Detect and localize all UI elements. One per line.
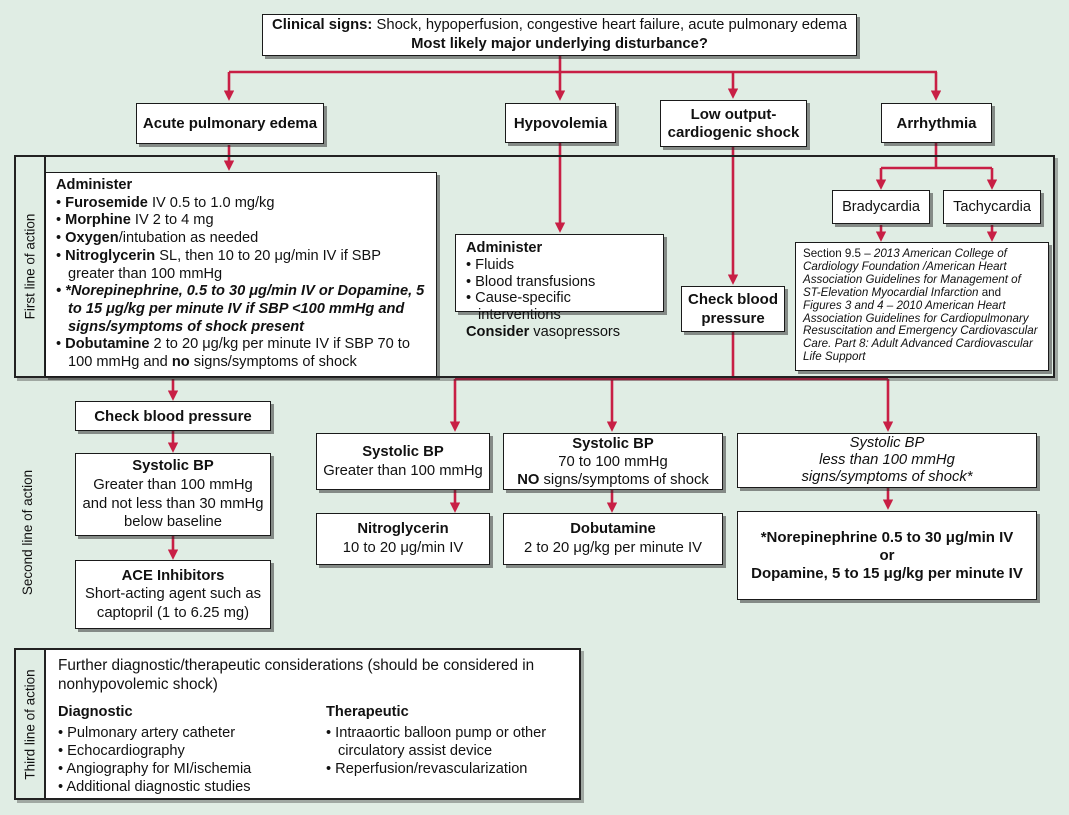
list-item: • Blood transfusions (466, 274, 655, 291)
check-blood-pressure-box-left: Check blood pressure (75, 401, 271, 431)
list-item: • Fluids (466, 257, 655, 274)
clinical-signs-line2: Most likely major underlying disturbance? (411, 36, 708, 52)
reference-mid: and (978, 285, 1002, 299)
box-line: signs/symptoms of shock* (801, 469, 973, 486)
box-line: Greater than 100 mmHg (93, 476, 253, 493)
reference-title-2: Figures 3 and 4 – 2010 American Heart Association Guidelines for Cardiopulmonary Resuscitation and Emergency Cardiovascular Care. Part 8: Adult Advanced Cardiovascular Life Support (803, 298, 1038, 364)
dobutamine-box (503, 513, 723, 565)
administer-fluids-box (455, 234, 664, 340)
list-item: • Cause-specific interventions (466, 290, 655, 324)
list-item: • Reperfusion/revascularization (326, 760, 569, 778)
box-title: Systolic BP (362, 443, 444, 460)
box-title: Systolic BP (132, 458, 214, 475)
check-blood-pressure-box-mid: Check blood pressure (681, 286, 785, 332)
therapeutic-title: Therapeutic (326, 704, 409, 720)
third-line-label: Third line of action (22, 668, 38, 780)
box-line: 10 to 20 μg/min IV (342, 540, 464, 556)
reference-prefix: Section 9.5 – (803, 247, 874, 260)
list-item: • *Norepinephrine, 0.5 to 30 μg/min IV or Dopamine, 5 to 15 μg/kg per minute IV if SBP <100 mmHg and signs/symptoms of shock present (56, 283, 428, 336)
box-line: Dopamine, 5 to 15 μg/kg per minute IV (751, 564, 1023, 582)
second-line-label-strip (14, 425, 42, 640)
second-line-label: Second line of action (20, 469, 36, 596)
considerations-content (46, 650, 579, 798)
diagnostic-title: Diagnostic (58, 704, 133, 720)
box-title: Nitroglycerin (357, 521, 449, 538)
list-item: • Additional diagnostic studies (58, 778, 326, 796)
administer-ape-title: Administer (56, 177, 133, 193)
list-item: • Oxygen/intubation as needed (56, 230, 428, 248)
box-line: 2 to 20 μg/kg per minute IV (524, 540, 702, 556)
box-title: Dobutamine (570, 521, 656, 538)
list-item: • Intraaortic balloon pump or other circulatory assist device (326, 724, 569, 760)
administer-ape-list (56, 195, 428, 372)
box-line: NO signs/symptoms of shock (517, 471, 709, 488)
list-item: • Dobutamine 2 to 20 μg/kg per minute IV if SBP 70 to 100 mmHg and no signs/symptoms of shock (56, 336, 428, 371)
administer-fluids-title: Administer (466, 240, 543, 256)
box-line: and not less than 30 mmHg (82, 495, 264, 512)
considerations-columns (58, 703, 569, 796)
box-title: Systolic BP (572, 435, 654, 452)
box-line: 70 to 100 mmHg (558, 453, 668, 470)
box-line: *Norepinephrine 0.5 to 30 μg/min IV (760, 528, 1014, 546)
third-line-label-strip (16, 650, 46, 798)
first-line-label-strip (16, 157, 46, 376)
branch-arrhythmia: Arrhythmia (881, 103, 992, 143)
list-item: • Echocardiography (58, 742, 326, 760)
box-line: Short-acting agent such as (84, 586, 262, 603)
low-output-line2: cardiogenic shock (667, 123, 800, 141)
list-item: • Morphine IV 2 to 4 mg (56, 212, 428, 230)
consider-line: Consider vasopressors (466, 323, 621, 340)
clinical-signs-line1: Clinical signs: Shock, hypoperfusion, congestive heart failure, acute pulmonary edema (272, 17, 847, 33)
diagnostic-list (58, 724, 326, 796)
systolic-bp-lt100-box (737, 433, 1037, 488)
ace-inhibitors-box (75, 560, 271, 629)
list-item: • Nitroglycerin SL, then 10 to 20 μg/min IV if SBP greater than 100 mmHg (56, 248, 428, 283)
list-item: • Pulmonary artery catheter (58, 724, 326, 742)
systolic-bp-gt100-box (316, 433, 490, 490)
box-line: captopril (1 to 6.25 mg) (96, 604, 250, 621)
considerations-heading: Further diagnostic/therapeutic considerations (should be considered in nonhypovolemic shock) (58, 657, 535, 693)
therapeutic-list (326, 724, 569, 778)
branch-low-output-cardiogenic-shock (660, 100, 807, 147)
box-title: ACE Inhibitors (121, 567, 225, 584)
guidelines-reference-box (795, 242, 1049, 371)
systolic-bp-gt100-baseline-box (75, 453, 271, 536)
branch-hypovolemia: Hypovolemia (505, 103, 616, 143)
list-item: • Furosemide IV 0.5 to 1.0 mg/kg (56, 195, 428, 213)
systolic-bp-70-100-box (503, 433, 723, 490)
nitroglycerin-box (316, 513, 490, 565)
administer-fluids-list (466, 257, 655, 324)
diagnostic-column (58, 703, 326, 796)
bradycardia-box: Bradycardia (832, 190, 930, 224)
box-line: less than 100 mmHg (819, 451, 955, 468)
tachycardia-box: Tachycardia (943, 190, 1041, 224)
administer-ape-box (45, 172, 437, 377)
box-line: Systolic BP (849, 434, 925, 451)
third-line-region (14, 648, 581, 800)
therapeutic-column (326, 703, 569, 796)
branch-acute-pulmonary-edema: Acute pulmonary edema (136, 103, 324, 144)
low-output-line1: Low output- (690, 105, 777, 123)
norepinephrine-dopamine-box (737, 511, 1037, 600)
box-line: below baseline (124, 514, 222, 531)
list-item: • Angiography for MI/ischemia (58, 760, 326, 778)
box-line: or (879, 546, 895, 564)
reference-title-1: 2013 American College of Cardiology Foundation /American Heart Association Guidelines for Management of ST-Elevation Myocardial Infarction (803, 247, 1021, 299)
first-line-label: First line of action (22, 213, 38, 320)
box-line: Greater than 100 mmHg (323, 462, 483, 479)
clinical-signs-box (262, 14, 857, 56)
